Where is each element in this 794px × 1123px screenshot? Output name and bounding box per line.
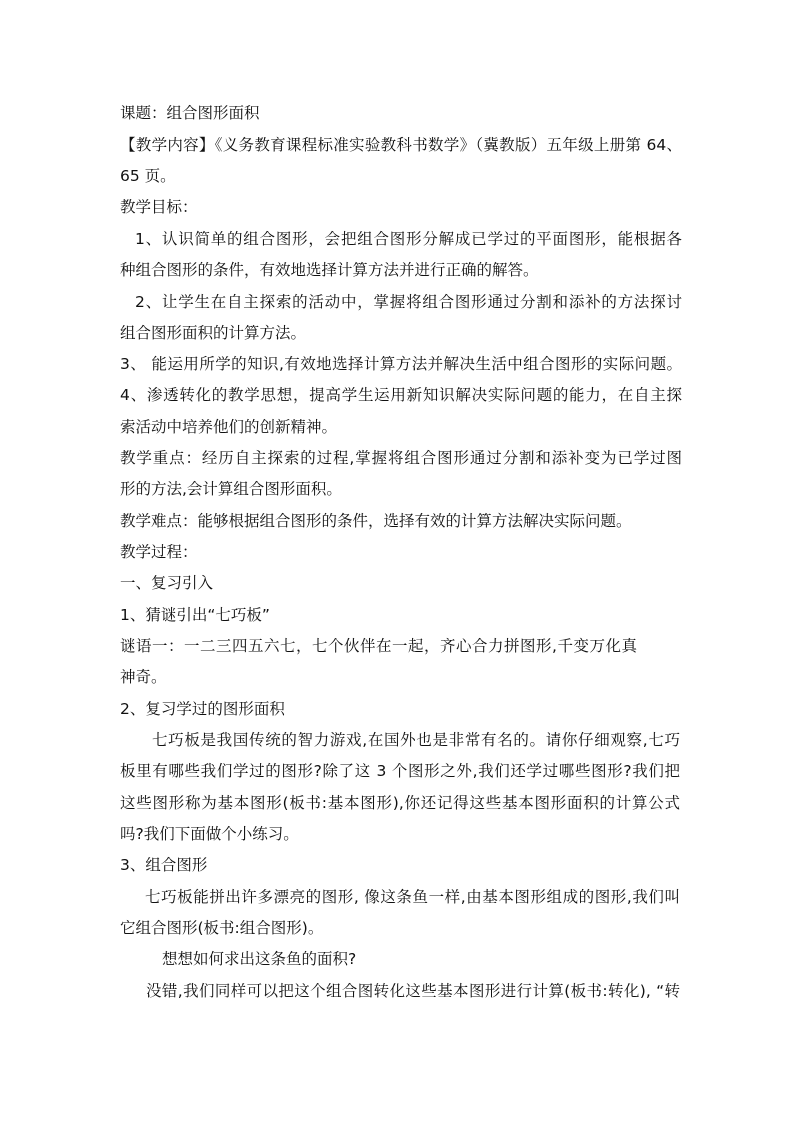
text-line: 4、渗透转化的教学思想，提高学生运用新知识解决实际问题的能力，在自主探 (120, 386, 682, 404)
text-line: 这些图形称为基本图形(板书:基本图形),你还记得这些基本图形面积的计算公式 (120, 794, 680, 812)
text-line: 七巧板是我国传统的智力游戏,在国外也是非常有名的。请你仔细观察,七巧 (152, 731, 680, 749)
text-line: 没错,我们同样可以把这个组合图转化这些基本图形进行计算(板书:转化), “转 (146, 982, 680, 1000)
text-line: 2、复习学过的图形面积 (120, 700, 285, 718)
text-line: 种组合图形的条件，有效地选择计算方法并进行正确的解答。 (120, 261, 539, 279)
section-heading: 教学过程： (120, 543, 198, 561)
text-line: 想想如何求出这条鱼的面积? (162, 950, 357, 968)
lesson-title: 课题：组合图形面积 (120, 104, 260, 122)
text-line: 形的方法,会计算组合图形面积。 (120, 480, 342, 498)
text-line: 1、猜谜引出“七巧板” (120, 606, 270, 624)
text-line: 神奇。 (120, 668, 167, 686)
text-line: 2、让学生在自主探索的活动中，掌握将组合图形通过分割和添补的方法探讨 (135, 293, 682, 311)
text-line: 65 页。 (120, 167, 176, 185)
text-line: 3、组合图形 (120, 856, 208, 874)
text-line: 七巧板能拼出许多漂亮的图形, 像这条鱼一样,由基本图形组成的图形,我们叫 (145, 888, 680, 906)
text-line: 吗?我们下面做个小练习。 (120, 825, 299, 843)
text-line: 索活动中培养他们的创新精神。 (120, 418, 338, 436)
text-line: 教学重点：经历自主探索的过程,掌握将组合图形通过分割和添补变为已学过图 (120, 449, 682, 467)
text-line: 谜语一：一二三四五六七，七个伙伴在一起，齐心合力拼图形,千变万化真 (120, 637, 637, 655)
text-line: 3、 能运用所学的知识,有效地选择计算方法并解决生活中组合图形的实际问题。 (120, 355, 682, 373)
text-line: 板里有哪些我们学过的图形?除了这 3 个图形之外,我们还学过哪些图形?我们把 (120, 762, 680, 780)
text-line: 1、认识简单的组合图形，会把组合图形分解成已学过的平面图形，能根据各 (135, 230, 682, 248)
text-line: 【教学内容】《义务教育课程标准实验教科书数学》（冀教版）五年级上册第 64、 (120, 136, 682, 154)
section-heading: 教学目标： (120, 198, 198, 216)
text-line: 它组合图形(板书:组合图形)。 (120, 919, 324, 937)
section-heading: 一、复习引入 (120, 574, 214, 592)
text-line: 组合图形面积的计算方法。 (120, 324, 307, 342)
text-line: 教学难点：能够根据组合图形的条件，选择有效的计算方法解决实际问题。 (120, 512, 632, 530)
